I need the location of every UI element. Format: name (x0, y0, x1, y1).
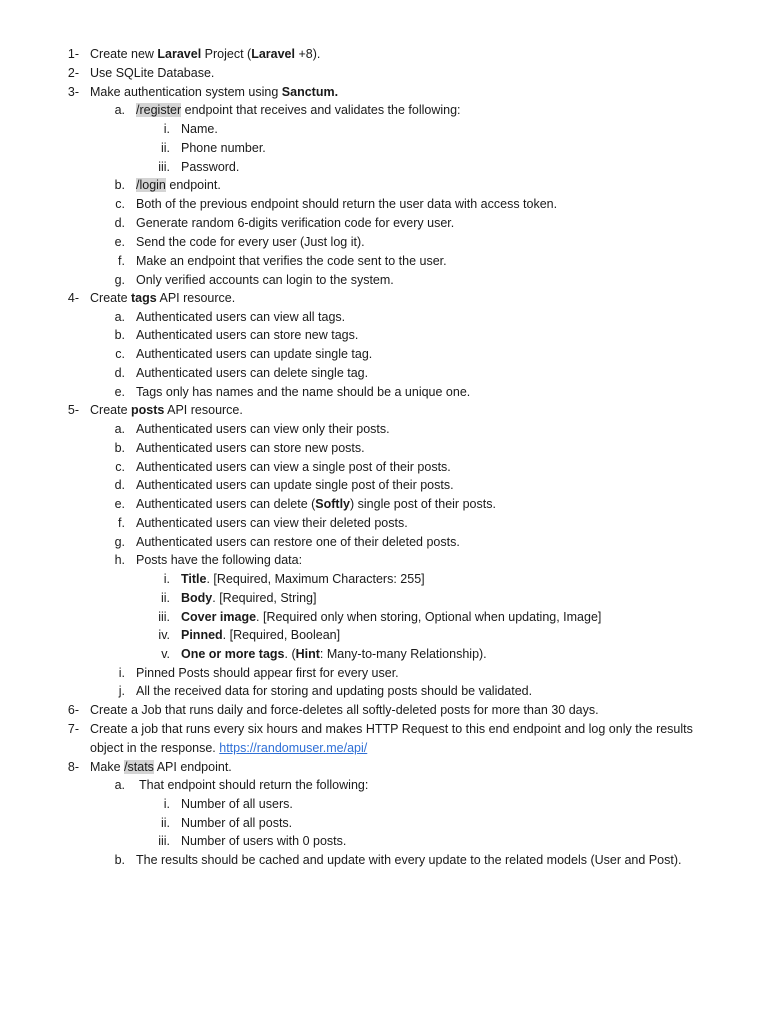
list-marker: a. (114, 778, 125, 792)
list-item-text: Number of all posts. (181, 816, 293, 830)
list-marker: 6- (67, 703, 79, 717)
list-marker: c. (115, 347, 125, 361)
list-item-text: Cover image. [Required only when storing, Optional when updating, Image] (181, 610, 602, 624)
list-marker: v. (161, 647, 170, 661)
list-marker: i. (118, 666, 125, 680)
list-marker: ii. (160, 816, 170, 830)
list-marker: e. (114, 497, 125, 511)
list-item-text: object in the response. https://randomuser.me/api/ (90, 741, 368, 755)
endpoint-highlight: /register (136, 103, 182, 117)
list-item-text: Posts have the following data: (136, 553, 303, 567)
list-item-text: Make /stats API endpoint. (90, 760, 232, 774)
randomuser-api-link[interactable]: https://randomuser.me/api/ (219, 741, 368, 755)
list-item-text: Authenticated users can delete (Softly) single post of their posts. (136, 497, 496, 511)
list-item-text: All the received data for storing and updating posts should be validated. (136, 684, 533, 698)
list-marker: iv. (158, 628, 170, 642)
list-marker: f. (118, 516, 125, 530)
list-item-text: Pinned Posts should appear first for every user. (136, 666, 399, 680)
list-marker: ii. (160, 591, 170, 605)
list-item-text: Title. [Required, Maximum Characters: 255] (181, 572, 425, 586)
list-item-text: Make authentication system using Sanctum. (90, 85, 339, 99)
list-item-text: Authenticated users can view their deleted posts. (136, 516, 408, 530)
list-item-text: Both of the previous endpoint should return the user data with access token. (136, 197, 558, 211)
list-item-text: Phone number. (181, 141, 266, 155)
list-marker: e. (114, 385, 125, 399)
list-marker: iii. (158, 610, 170, 624)
list-item-text: /register endpoint that receives and validates the following: (136, 103, 461, 117)
list-marker: 5- (67, 403, 79, 417)
list-marker: 7- (67, 722, 79, 736)
list-marker: iii. (158, 160, 170, 174)
list-marker: 8- (67, 760, 79, 774)
endpoint-highlight: /login (136, 178, 166, 192)
list-marker: d. (114, 478, 125, 492)
list-marker: g. (114, 273, 125, 287)
list-item-text: Make an endpoint that verifies the code sent to the user. (136, 254, 447, 268)
list-item-text: Create a job that runs every six hours and makes HTTP Request to this end endpoint and log only the results (90, 722, 693, 736)
list-marker: 3- (67, 85, 79, 99)
list-item-text: That endpoint should return the following: (139, 778, 369, 792)
list-item-text: Authenticated users can update single post of their posts. (136, 478, 454, 492)
list-item-text: Tags only has names and the name should be a unique one. (136, 385, 471, 399)
endpoint-highlight: /stats (124, 760, 154, 774)
list-marker: g. (114, 535, 125, 549)
list-item-text: Create tags API resource. (90, 291, 236, 305)
list-marker: i. (163, 122, 170, 136)
list-item-text: Password. (181, 160, 240, 174)
list-item-text: Create new Laravel Project (Laravel +8). (90, 47, 321, 61)
list-marker: 4- (67, 291, 79, 305)
list-marker: e. (114, 235, 125, 249)
list-item-text: One or more tags. (Hint: Many-to-many Relationship). (181, 647, 487, 661)
list-item-text: Name. (181, 122, 218, 136)
list-item-text: Authenticated users can view all tags. (136, 310, 346, 324)
list-marker: h. (114, 553, 125, 567)
list-marker: f. (118, 254, 125, 268)
list-item-text: /login endpoint. (136, 178, 221, 192)
list-marker: 1- (67, 47, 79, 61)
list-marker: b. (114, 178, 125, 192)
list-marker: j. (118, 684, 125, 698)
list-marker: a. (114, 310, 125, 324)
list-item-text: Send the code for every user (Just log it). (136, 235, 365, 249)
list-marker: d. (114, 366, 125, 380)
list-item-text: Authenticated users can restore one of their deleted posts. (136, 535, 460, 549)
list-marker: c. (115, 460, 125, 474)
list-item-text: Number of users with 0 posts. (181, 834, 347, 848)
list-item-text: The results should be cached and update with every update to the related models (User and Post). (136, 853, 682, 867)
list-marker: b. (114, 328, 125, 342)
list-marker: a. (114, 422, 125, 436)
list-item-text: Use SQLite Database. (90, 66, 215, 80)
list-item-text: Body. [Required, String] (181, 591, 317, 605)
list-item-text: Authenticated users can view only their posts. (136, 422, 390, 436)
list-item-text: Authenticated users can store new tags. (136, 328, 359, 342)
list-marker: 2- (67, 66, 79, 80)
list-item-text: Number of all users. (181, 797, 293, 811)
list-marker: d. (114, 216, 125, 230)
list-item-text: Authenticated users can store new posts. (136, 441, 365, 455)
list-item-text: Generate random 6-digits verification code for every user. (136, 216, 455, 230)
list-item-text: Create a Job that runs daily and force-deletes all softly-deleted posts for more than 30 days. (90, 703, 599, 717)
list-item-text: Only verified accounts can login to the system. (136, 273, 394, 287)
list-item-text: Pinned. [Required, Boolean] (181, 628, 341, 642)
list-marker: b. (114, 441, 125, 455)
list-marker: iii. (158, 834, 170, 848)
list-item-text: Authenticated users can update single tag. (136, 347, 373, 361)
list-item-text: Authenticated users can view a single post of their posts. (136, 460, 451, 474)
list-marker: b. (114, 853, 125, 867)
list-marker: c. (115, 197, 125, 211)
list-marker: a. (114, 103, 125, 117)
list-marker: i. (163, 572, 170, 586)
list-marker: ii. (160, 141, 170, 155)
list-item-text: Create posts API resource. (90, 403, 243, 417)
list-marker: i. (163, 797, 170, 811)
list-item-text: Authenticated users can delete single tag. (136, 366, 369, 380)
